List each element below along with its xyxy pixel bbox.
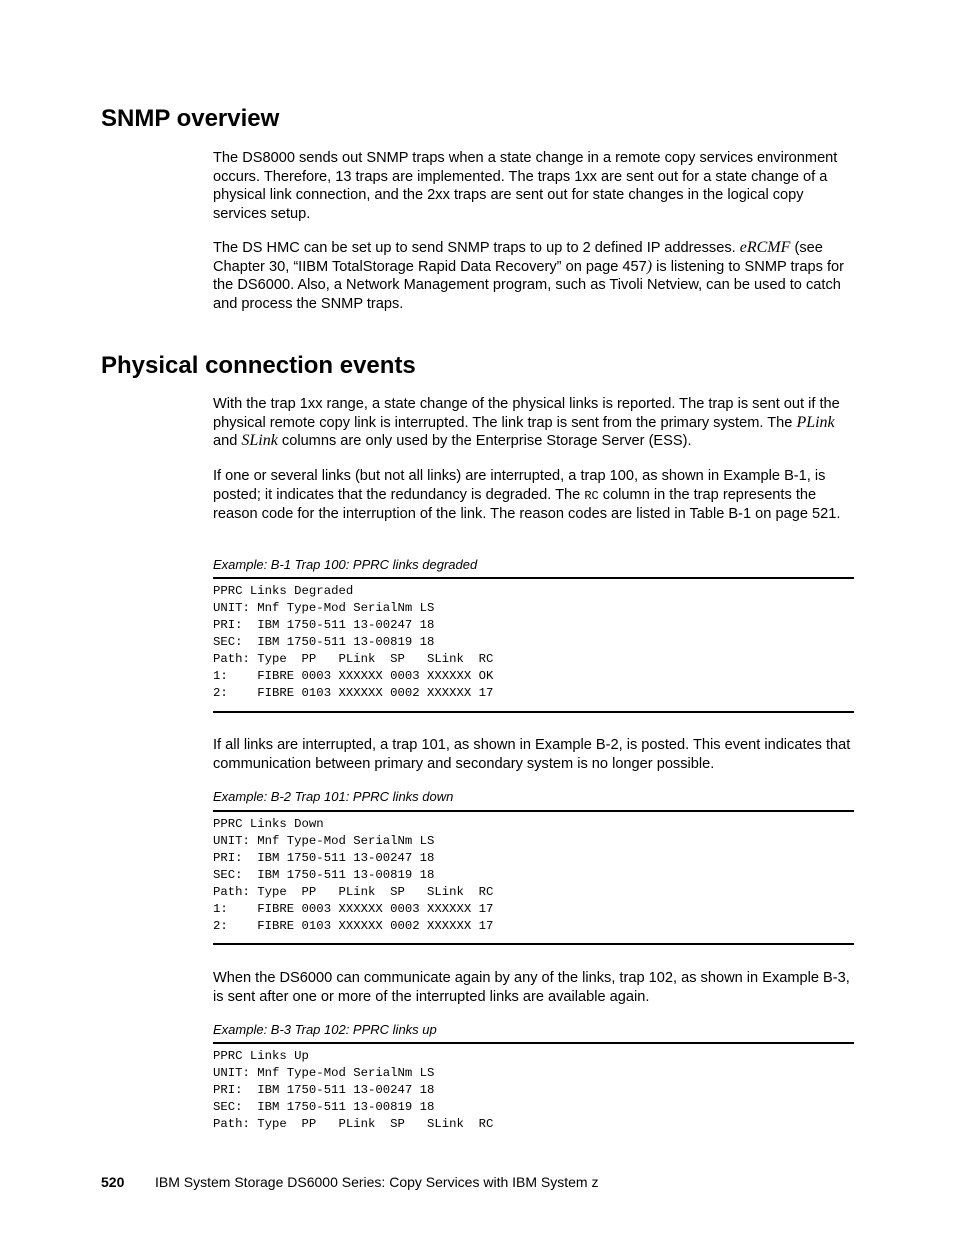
text-run: column in the trap represents the reason code for the interruption of the link. The reason codes are listed in Table B-1 on page 521. bbox=[213, 486, 841, 523]
paragraph-text: The DS8000 sends out SNMP traps when a state change in a remote copy services environment occurs. Therefore, 13 traps are implemented. The traps 1xx are sent out for a state change of a physical link connection, and the 2xx traps are sent out for state changes in the logical copy services setup. bbox=[213, 150, 838, 222]
section-heading-snmp-overview: SNMP overview bbox=[101, 105, 280, 132]
physical-paragraph-2 bbox=[213, 467, 855, 524]
rc-code-term: RC bbox=[584, 488, 599, 503]
paragraph-text: When the DS6000 can communicate again by any of the links, trap 102, as shown in Example B-3, is sent after one or more of the interrupted links are available again. bbox=[213, 970, 850, 1005]
example-b2-top-rule bbox=[213, 810, 854, 812]
text-run: With the trap 1xx range, a state change of the physical links is reported. The trap is sent out if the physical remote copy link is interrupted. The link trap is sent from the primary system. The bbox=[213, 396, 840, 431]
text-run: The DS HMC can be set up to send SNMP traps to up to 2 defined IP addresses. bbox=[213, 240, 740, 256]
example-b3-top-rule bbox=[213, 1042, 854, 1044]
paragraph-text bbox=[213, 239, 855, 313]
ercmf-term: eRCMF bbox=[739, 239, 791, 256]
physical-paragraph-4 bbox=[213, 969, 855, 1006]
paragraph-text bbox=[213, 395, 855, 451]
physical-paragraph-3 bbox=[213, 736, 855, 773]
example-b2-bottom-rule bbox=[213, 943, 854, 945]
book-title: IBM System Storage DS6000 Series: Copy Services with IBM System z bbox=[155, 1174, 599, 1190]
code-line: PPRC Links Degraded bbox=[213, 584, 354, 598]
code-line: UNIT: Mnf Type-Mod SerialNm LS bbox=[213, 1066, 435, 1080]
code-line: Path: Type PP PLink SP SLink RC bbox=[213, 1117, 494, 1131]
page-number: 520 bbox=[101, 1174, 125, 1190]
example-b1-top-rule bbox=[213, 577, 854, 579]
example-b3-code-block bbox=[213, 1048, 493, 1133]
slink-term: SLink bbox=[241, 432, 278, 450]
example-b3-caption: Example: B-3 Trap 102: PPRC links up bbox=[213, 1022, 437, 1037]
text-run: (see Chapter 30, “IIBM TotalStorage Rapid Data Recovery” on page 457 bbox=[213, 240, 823, 275]
paragraph-text: If all links are interrupted, a trap 101, as shown in Example B-2, is posted. This event indicates that communication between primary and secondary system is no longer possible. bbox=[213, 737, 851, 772]
text-run: columns are only used by the Enterprise Storage Server (ESS). bbox=[277, 433, 692, 450]
code-line: PRI: IBM 1750-511 13-00247 18 bbox=[213, 618, 435, 632]
snmp-paragraph-1 bbox=[213, 149, 855, 223]
plink-term: PLink bbox=[796, 413, 835, 431]
code-line: PPRC Links Down bbox=[213, 817, 324, 831]
text-run: If one or several links (but not all links) are interrupted, a trap 100, as shown in Example B-1, is posted; it indicates that the redundancy is degraded. The bbox=[213, 468, 826, 503]
code-line: SEC: IBM 1750-511 13-00819 18 bbox=[213, 868, 435, 882]
text-run: is listening to SNMP traps for the DS6000. Also, a Network Management program, such as Tivoli Netview, can be used to catch and process the SNMP traps. bbox=[213, 258, 845, 312]
text-run: and bbox=[213, 433, 242, 450]
closing-paren: ) bbox=[646, 257, 653, 275]
example-b1-bottom-rule bbox=[213, 711, 854, 713]
paragraph-text bbox=[213, 467, 855, 524]
code-line: PRI: IBM 1750-511 13-00247 18 bbox=[213, 1083, 435, 1097]
code-line: 1: FIBRE 0003 XXXXXX 0003 XXXXXX OK bbox=[213, 669, 494, 683]
code-line: PRI: IBM 1750-511 13-00247 18 bbox=[213, 851, 435, 865]
example-b2-code-block bbox=[213, 816, 493, 935]
section-heading-physical-connection-events: Physical connection events bbox=[101, 352, 416, 379]
code-line: SEC: IBM 1750-511 13-00819 18 bbox=[213, 635, 435, 649]
code-line: UNIT: Mnf Type-Mod SerialNm LS bbox=[213, 834, 435, 848]
code-line: 2: FIBRE 0103 XXXXXX 0002 XXXXXX 17 bbox=[213, 919, 494, 933]
example-b2-caption: Example: B-2 Trap 101: PPRC links down bbox=[213, 789, 454, 804]
code-line: UNIT: Mnf Type-Mod SerialNm LS bbox=[213, 601, 435, 615]
example-b1-code-block bbox=[213, 583, 493, 702]
code-line: Path: Type PP PLink SP SLink RC bbox=[213, 885, 494, 899]
code-line: PPRC Links Up bbox=[213, 1049, 309, 1063]
physical-paragraph-1 bbox=[213, 395, 855, 451]
code-line: 2: FIBRE 0103 XXXXXX 0002 XXXXXX 17 bbox=[213, 686, 494, 700]
code-line: 1: FIBRE 0003 XXXXXX 0003 XXXXXX 17 bbox=[213, 902, 494, 916]
code-line: SEC: IBM 1750-511 13-00819 18 bbox=[213, 1100, 435, 1114]
snmp-paragraph-2 bbox=[213, 239, 855, 313]
example-b1-caption: Example: B-1 Trap 100: PPRC links degraded bbox=[213, 557, 478, 572]
code-line: Path: Type PP PLink SP SLink RC bbox=[213, 652, 494, 666]
page-footer bbox=[101, 1174, 599, 1190]
